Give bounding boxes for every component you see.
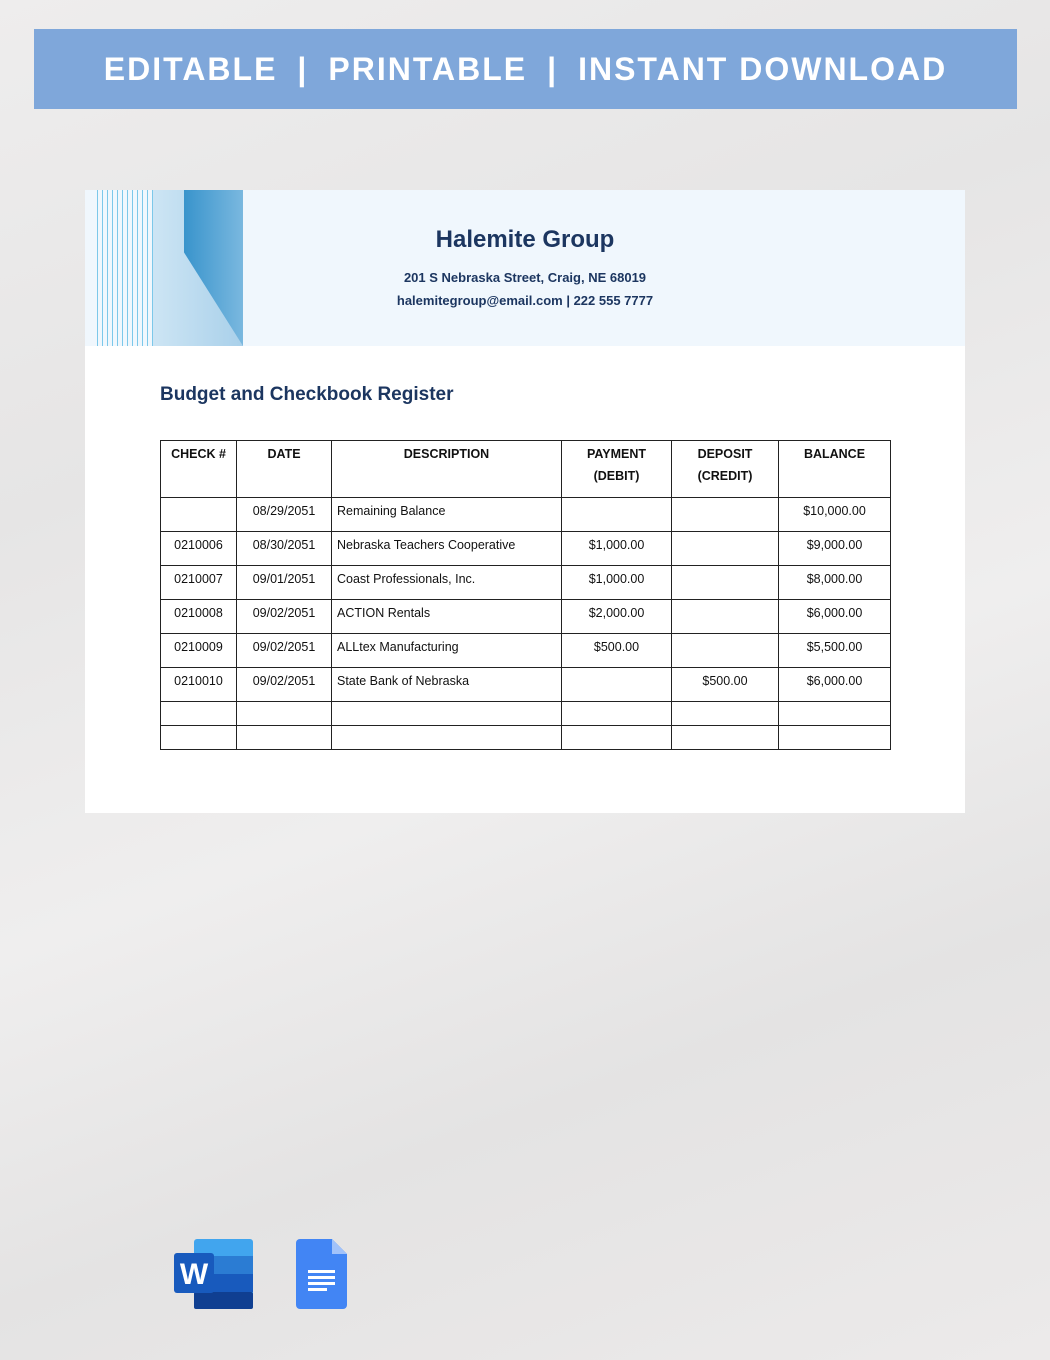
description-cell: Remaining Balance <box>332 498 562 532</box>
deposit-cell <box>672 634 779 668</box>
payment-cell: $1,000.00 <box>562 566 672 600</box>
deposit-cell <box>672 600 779 634</box>
check-number-cell: 0210007 <box>161 566 237 600</box>
banner <box>34 29 1017 109</box>
column-header-balance: BALANCE <box>779 441 891 498</box>
company-contact: halemitegroup@email.com | 222 555 7777 <box>396 293 654 308</box>
banner-editable: EDITABLE <box>103 50 278 87</box>
empty-cell <box>779 702 891 726</box>
banner-separator: | <box>547 50 559 87</box>
date-cell: 09/02/2051 <box>237 600 332 634</box>
column-header-check-number: CHECK # <box>161 441 237 498</box>
empty-cell <box>237 702 332 726</box>
empty-cell <box>779 726 891 750</box>
decorative-graphic <box>85 190 265 346</box>
empty-cell <box>332 726 562 750</box>
table-row <box>161 498 891 532</box>
check-number-cell <box>161 498 237 532</box>
check-number-cell: 0210010 <box>161 668 237 702</box>
register-table <box>160 440 891 750</box>
balance-cell: $9,000.00 <box>779 532 891 566</box>
payment-cell <box>562 668 672 702</box>
svg-text:W: W <box>179 1258 209 1291</box>
balance-cell: $8,000.00 <box>779 566 891 600</box>
description-cell: ACTION Rentals <box>332 600 562 634</box>
deposit-cell <box>672 498 779 532</box>
check-number-cell: 0210006 <box>161 532 237 566</box>
column-header-date: DATE <box>237 441 332 498</box>
check-number-cell: 0210008 <box>161 600 237 634</box>
empty-cell <box>562 702 672 726</box>
empty-cell <box>672 702 779 726</box>
banner-instant-download: INSTANT DOWNLOAD <box>578 50 948 87</box>
column-header-deposit: DEPOSIT (CREDIT) <box>672 441 779 498</box>
date-cell: 08/30/2051 <box>237 532 332 566</box>
table-row <box>161 668 891 702</box>
date-cell: 08/29/2051 <box>237 498 332 532</box>
empty-cell <box>161 702 237 726</box>
balance-cell: $10,000.00 <box>779 498 891 532</box>
company-address: 201 S Nebraska Street, Craig, NE 68019 <box>403 270 647 285</box>
payment-cell <box>562 498 672 532</box>
balance-cell: $6,000.00 <box>779 668 891 702</box>
empty-cell <box>161 726 237 750</box>
empty-cell <box>672 726 779 750</box>
empty-cell <box>332 702 562 726</box>
letterhead <box>85 190 965 346</box>
description-cell: Nebraska Teachers Cooperative <box>332 532 562 566</box>
description-cell: State Bank of Nebraska <box>332 668 562 702</box>
table-row <box>161 532 891 566</box>
column-header-description: DESCRIPTION <box>332 441 562 498</box>
description-cell: ALLtex Manufacturing <box>332 634 562 668</box>
payment-cell: $1,000.00 <box>562 532 672 566</box>
banner-separator: | <box>297 50 309 87</box>
table-row <box>161 600 891 634</box>
empty-table-row <box>161 726 891 750</box>
column-header-payment: PAYMENT (DEBIT) <box>562 441 672 498</box>
empty-cell <box>562 726 672 750</box>
balance-cell: $5,500.00 <box>779 634 891 668</box>
date-cell: 09/02/2051 <box>237 634 332 668</box>
table-row <box>161 634 891 668</box>
table-row <box>161 566 891 600</box>
payment-cell: $500.00 <box>562 634 672 668</box>
deposit-cell <box>672 532 779 566</box>
balance-cell: $6,000.00 <box>779 600 891 634</box>
empty-table-row <box>161 702 891 726</box>
deposit-cell: $500.00 <box>672 668 779 702</box>
document-page <box>85 190 965 813</box>
google-docs-icon <box>296 1239 347 1309</box>
check-number-cell: 0210009 <box>161 634 237 668</box>
company-name: Halemite Group <box>435 226 615 253</box>
date-cell: 09/01/2051 <box>237 566 332 600</box>
date-cell: 09/02/2051 <box>237 668 332 702</box>
deposit-cell <box>672 566 779 600</box>
document-title: Budget and Checkbook Register <box>160 384 454 405</box>
description-cell: Coast Professionals, Inc. <box>332 566 562 600</box>
empty-cell <box>237 726 332 750</box>
microsoft-word-icon <box>174 1239 254 1309</box>
banner-printable: PRINTABLE <box>328 50 528 87</box>
payment-cell: $2,000.00 <box>562 600 672 634</box>
